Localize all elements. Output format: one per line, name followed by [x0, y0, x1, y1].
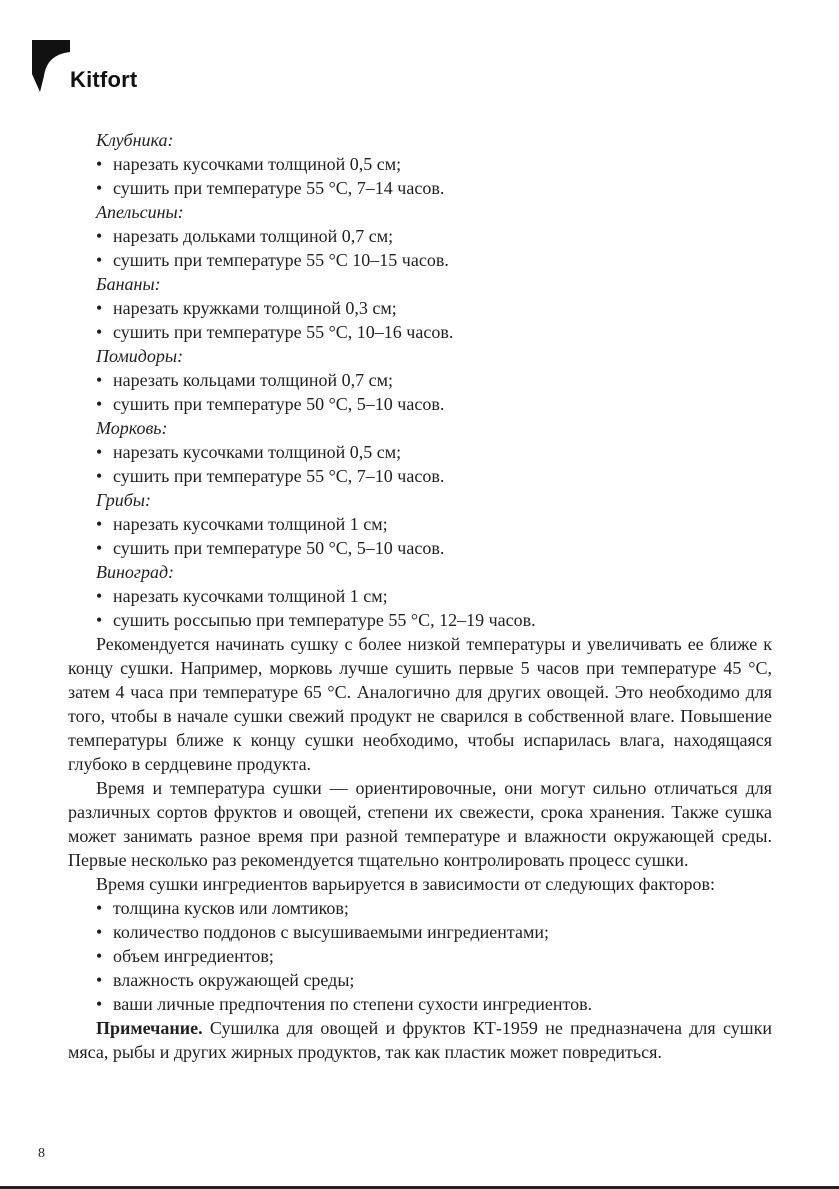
- list-item: • нарезать кусочками толщиной 0,5 см;: [96, 154, 402, 174]
- list-item: • сушить при температуре 50 °С, 5–10 часов.: [96, 394, 445, 414]
- bullet-icon: •: [96, 610, 103, 630]
- paragraph-temperature-advice: Рекомендуется начинать сушку с более низкой температуры и увеличивать ее ближе к концу сушки. Например, морковь лучше сушить первые 5 часов при температуре 45 °С, затем 4 часа при температуре 65 °С. Аналогично для других овощей. Это необходимо для того, чтобы в начале сушки свежий продукт не сварился в собственной влаге. Повышение температуры ближе к концу сушки необходимо, чтобы испарилась влага, находящаяся глубоко в сердцевине продукта.: [68, 634, 772, 774]
- list-item: • нарезать кружками толщиной 0,3 см;: [96, 298, 397, 318]
- section-tomatoes: [68, 344, 772, 416]
- list-item: • нарезать кольцами толщиной 0,7 см;: [96, 370, 393, 390]
- section-title: Клубника:: [96, 130, 174, 150]
- section-title: Помидоры:: [96, 346, 184, 366]
- bullet-icon: •: [96, 538, 103, 558]
- kitfort-logo-icon: [32, 40, 72, 92]
- bullet-icon: •: [96, 178, 103, 198]
- page-content: [68, 128, 772, 1064]
- list-item: • сушить при температуре 50 °С, 5–10 часов.: [96, 538, 445, 558]
- bullet-icon: •: [96, 898, 103, 918]
- bullet-icon: •: [96, 970, 103, 990]
- list-item: • нарезать кусочками толщиной 1 см;: [96, 586, 388, 606]
- brand-logo: [32, 40, 172, 92]
- paragraph-time-note: Время и температура сушки — ориентировочные, они могут сильно отличаться для различных сортов фруктов и овощей, степени их свежести, срока хранения. Также сушка может занимать разное время при разной температуре и влажности окружающей среды. Первые несколько раз рекомендуется тщательно контролировать процесс сушки.: [68, 778, 772, 870]
- bullet-icon: •: [96, 586, 103, 606]
- list-item: • нарезать кусочками толщиной 1 см;: [96, 514, 388, 534]
- note-text: Сушилка для овощей и фруктов КТ-1959 не предназначена для сушки мяса, рыбы и других жирных продуктов, так как пластик может повредиться.: [68, 1018, 772, 1062]
- section-mushrooms: [68, 488, 772, 560]
- section-oranges: [68, 200, 772, 272]
- list-item: • сушить при температуре 55 °С, 7–14 часов.: [96, 178, 445, 198]
- bullet-icon: •: [96, 226, 103, 246]
- bullet-icon: •: [96, 922, 103, 942]
- section-title: Апельсины:: [96, 202, 184, 222]
- note-label: Примечание.: [96, 1018, 203, 1038]
- bullet-icon: •: [96, 154, 103, 174]
- list-item: • сушить при температуре 55 °С 10–15 часов.: [96, 250, 449, 270]
- section-bananas: [68, 272, 772, 344]
- list-item: • нарезать кусочками толщиной 0,5 см;: [96, 442, 402, 462]
- list-item: • ваши личные предпочтения по степени сухости ингредиентов.: [96, 994, 593, 1014]
- bullet-icon: •: [96, 394, 103, 414]
- bullet-icon: •: [96, 946, 103, 966]
- list-item: • влажность окружающей среды;: [96, 970, 355, 990]
- list-item: • количество поддонов с высушиваемыми ингредиентами;: [96, 922, 549, 942]
- bullet-icon: •: [96, 442, 103, 462]
- bullet-icon: •: [96, 994, 103, 1014]
- bullet-icon: •: [96, 370, 103, 390]
- bullet-icon: •: [96, 466, 103, 486]
- page-number: 8: [38, 1146, 45, 1161]
- section-title: Виноград:: [96, 562, 175, 582]
- factors-list: [68, 896, 772, 1016]
- section-carrots: [68, 416, 772, 488]
- list-item: • нарезать дольками толщиной 0,7 см;: [96, 226, 394, 246]
- bullet-icon: •: [96, 250, 103, 270]
- bullet-icon: •: [96, 322, 103, 342]
- section-title: Бананы:: [96, 274, 161, 294]
- section-strawberry: [68, 128, 772, 200]
- paragraph-factors-intro: Время сушки ингредиентов варьируется в зависимости от следующих факторов:: [96, 874, 715, 894]
- brand-name: Kitfort: [70, 67, 138, 92]
- note-paragraph: [68, 1016, 772, 1064]
- list-item: • толщина кусков или ломтиков;: [96, 898, 349, 918]
- list-item: • сушить россыпью при температуре 55 °С, 12–19 часов.: [96, 610, 536, 630]
- bullet-icon: •: [96, 298, 103, 318]
- section-title: Морковь:: [96, 418, 168, 438]
- list-item: • объем ингредиентов;: [96, 946, 274, 966]
- section-title: Грибы:: [96, 490, 151, 510]
- bullet-icon: •: [96, 514, 103, 534]
- list-item: • сушить при температуре 55 °С, 7–10 часов.: [96, 466, 445, 486]
- section-grapes: [68, 560, 772, 632]
- list-item: • сушить при температуре 55 °С, 10–16 часов.: [96, 322, 454, 342]
